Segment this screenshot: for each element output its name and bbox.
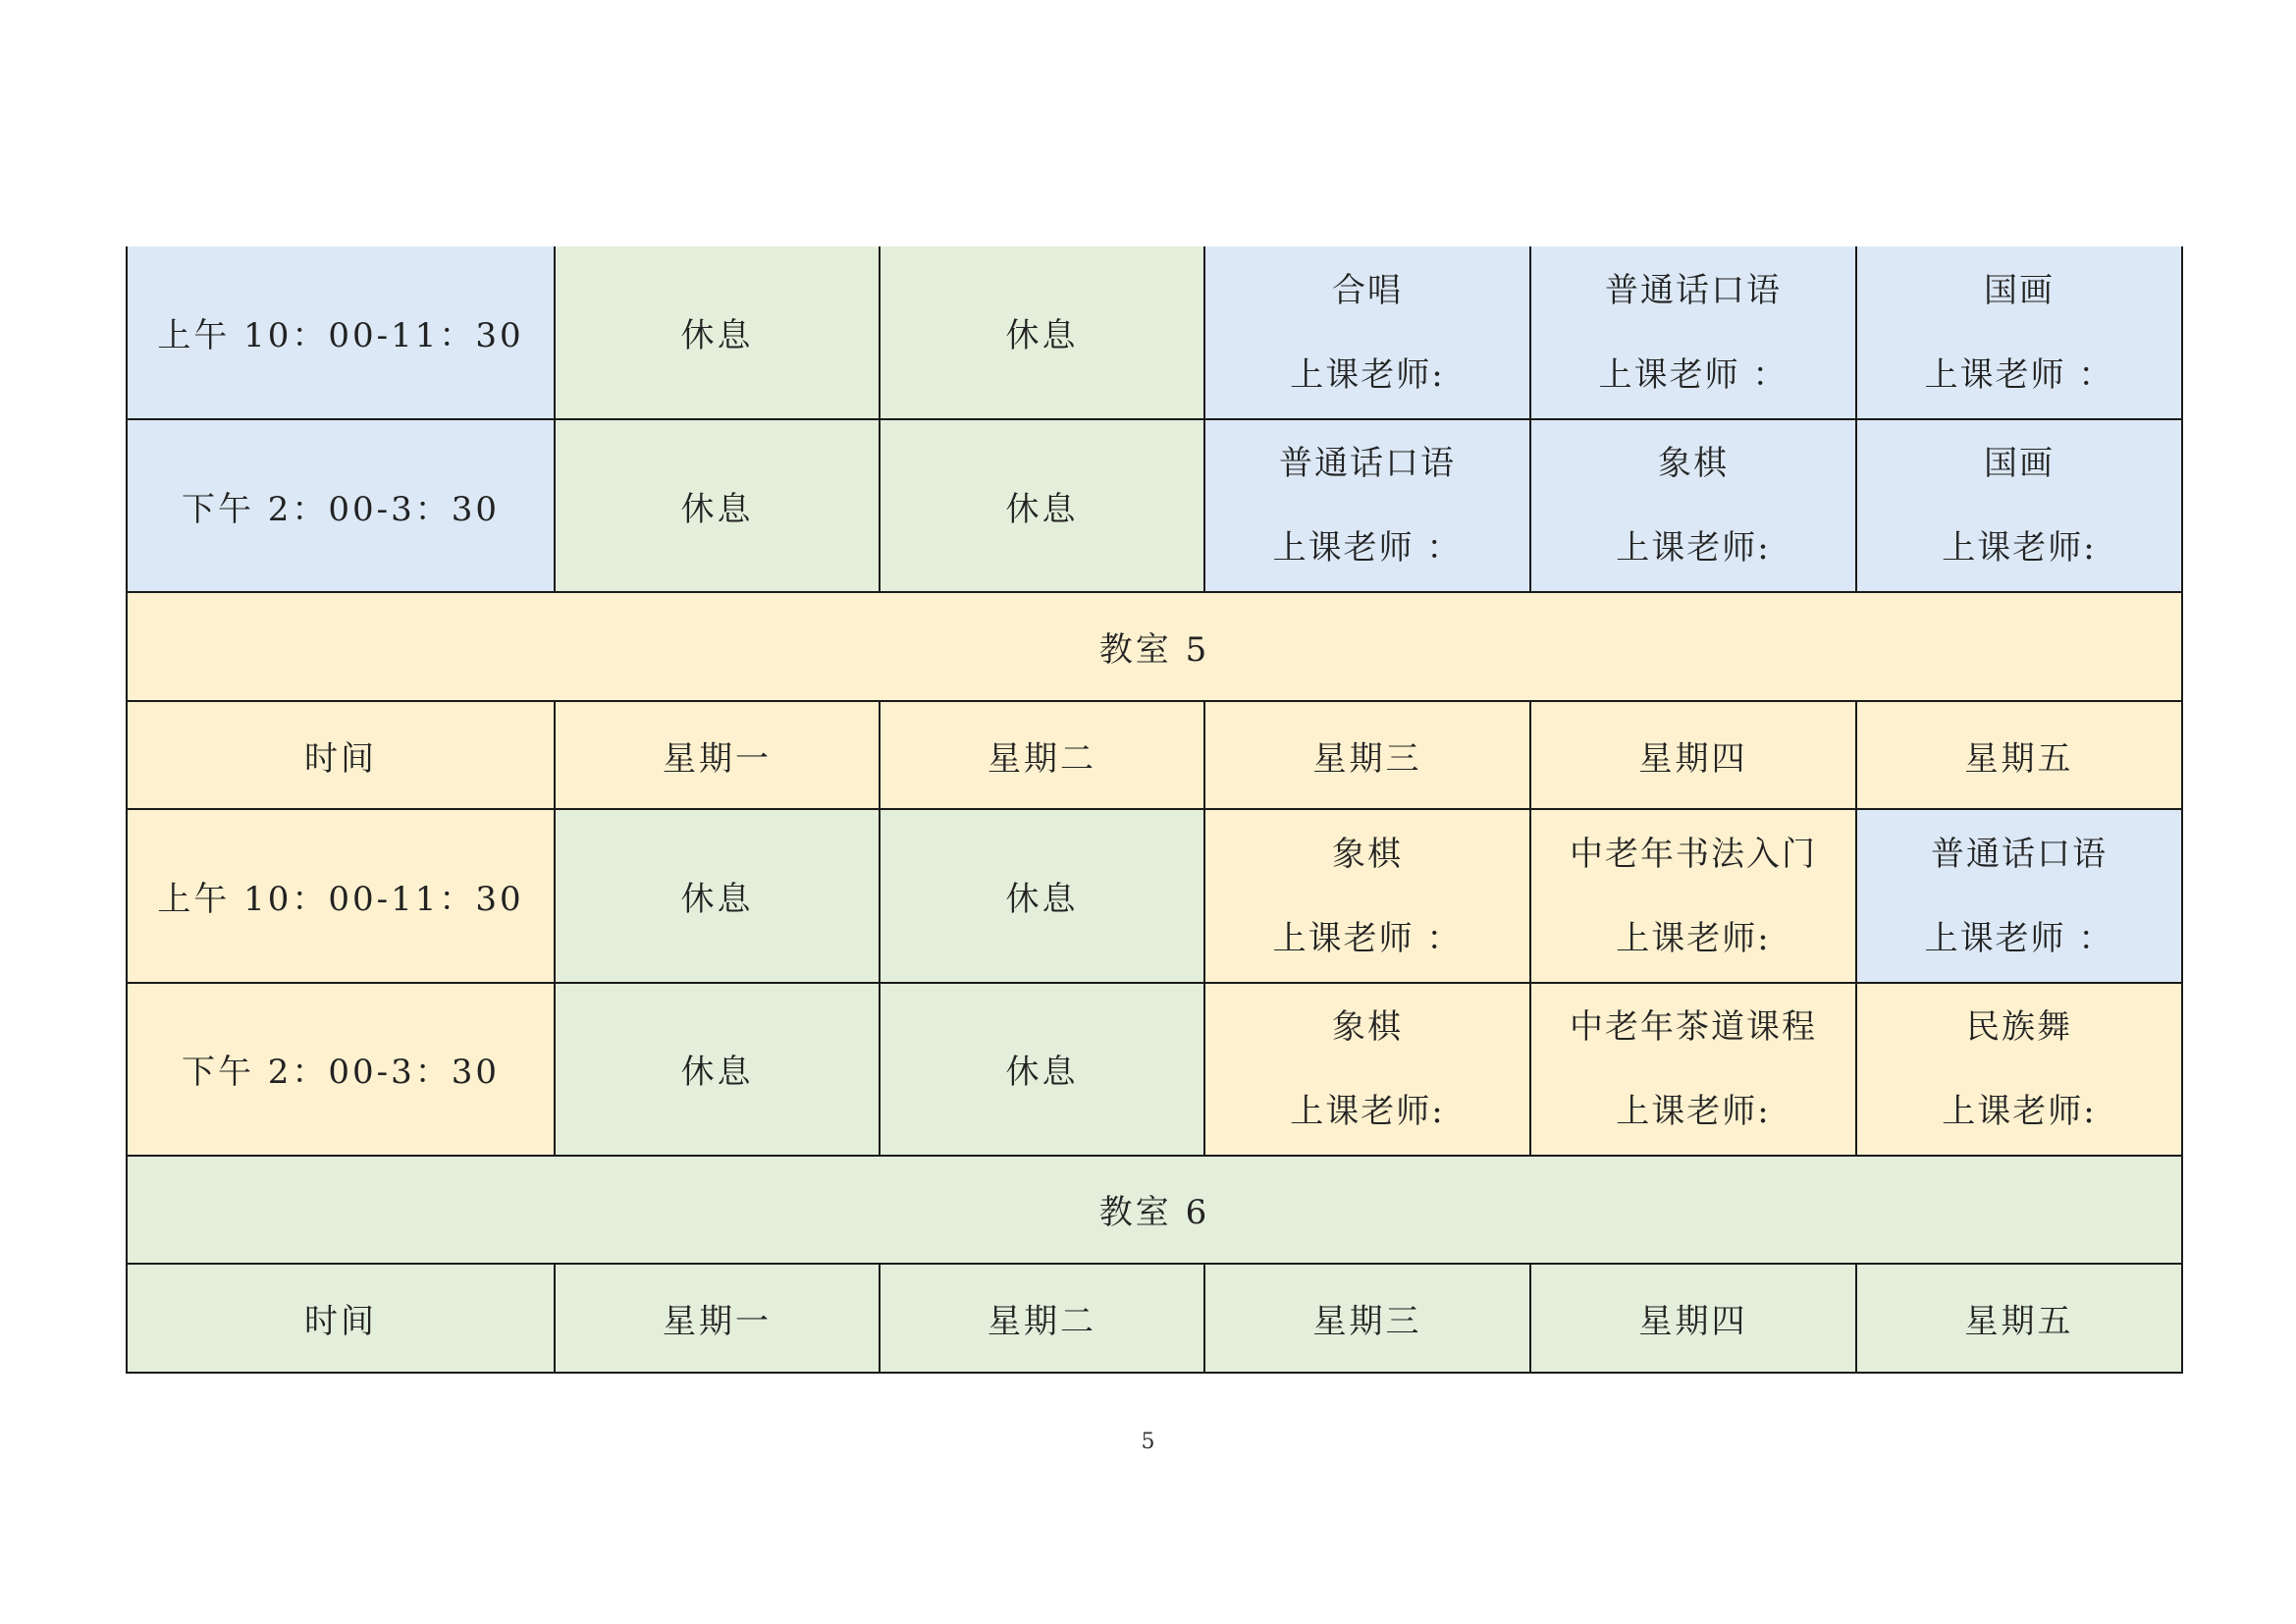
rest-cell: 休息 xyxy=(555,983,880,1156)
course-name: 合唱 xyxy=(1332,270,1403,310)
table-row xyxy=(127,419,2182,592)
course-cell xyxy=(1204,419,1530,592)
course-cell xyxy=(1856,983,2182,1156)
header-time: 时间 xyxy=(127,701,555,810)
rest-cell: 休息 xyxy=(555,246,880,419)
course-cell xyxy=(1856,246,2182,419)
header-wednesday: 星期三 xyxy=(1204,701,1530,810)
time-cell: 上午 10：00-11：30 xyxy=(127,246,555,419)
table-row xyxy=(127,809,2182,982)
classroom-6-title: 教室 6 xyxy=(127,1156,2182,1265)
teacher-label: 上课老师 ： xyxy=(1272,528,1463,568)
time-cell: 下午 2：00-3：30 xyxy=(127,419,555,592)
teacher-label: 上课老师 ： xyxy=(1272,918,1463,958)
teacher-label: 上课老师 ： xyxy=(1924,918,2114,958)
header-thursday: 星期四 xyxy=(1530,701,1856,810)
teacher-label: 上课老师: xyxy=(1290,1091,1445,1131)
header-friday: 星期五 xyxy=(1856,701,2182,810)
header-thursday: 星期四 xyxy=(1530,1264,1856,1373)
teacher-label: 上课老师: xyxy=(1290,354,1445,395)
course-name: 象棋 xyxy=(1658,444,1729,484)
header-time: 时间 xyxy=(127,1264,555,1373)
schedule-table xyxy=(126,246,2183,1374)
teacher-label: 上课老师 ： xyxy=(1924,354,2114,395)
rest-cell: 休息 xyxy=(555,809,880,982)
table-row xyxy=(127,246,2182,419)
course-name: 普通话口语 xyxy=(1605,270,1782,310)
course-cell xyxy=(1530,419,1856,592)
header-row xyxy=(127,701,2182,810)
header-monday: 星期一 xyxy=(555,1264,880,1373)
rest-cell: 休息 xyxy=(880,246,1204,419)
teacher-label: 上课老师: xyxy=(1942,1091,2097,1131)
teacher-label: 上课老师: xyxy=(1616,528,1771,568)
course-name: 中老年茶道课程 xyxy=(1570,1006,1817,1047)
course-cell xyxy=(1530,983,1856,1156)
teacher-label: 上课老师: xyxy=(1942,528,2097,568)
time-cell: 下午 2：00-3：30 xyxy=(127,983,555,1156)
teacher-label: 上课老师 ： xyxy=(1598,354,1789,395)
course-cell xyxy=(1204,983,1530,1156)
header-wednesday: 星期三 xyxy=(1204,1264,1530,1373)
time-cell: 上午 10：00-11：30 xyxy=(127,809,555,982)
header-friday: 星期五 xyxy=(1856,1264,2182,1373)
course-name: 民族舞 xyxy=(1966,1006,2072,1047)
course-cell xyxy=(1204,246,1530,419)
course-name: 国画 xyxy=(1984,270,2055,310)
course-cell xyxy=(1530,809,1856,982)
course-cell xyxy=(1204,809,1530,982)
classroom-title-row xyxy=(127,1156,2182,1265)
rest-cell: 休息 xyxy=(880,419,1204,592)
table-row xyxy=(127,983,2182,1156)
classroom-title-row xyxy=(127,592,2182,701)
teacher-label: 上课老师: xyxy=(1616,918,1771,958)
course-cell xyxy=(1856,809,2182,982)
course-cell xyxy=(1856,419,2182,592)
course-name: 国画 xyxy=(1984,444,2055,484)
course-name: 象棋 xyxy=(1332,1006,1403,1047)
course-name: 普通话口语 xyxy=(1931,834,2108,874)
header-tuesday: 星期二 xyxy=(880,1264,1204,1373)
course-name: 中老年书法入门 xyxy=(1570,834,1817,874)
course-cell xyxy=(1530,246,1856,419)
course-name: 普通话口语 xyxy=(1279,444,1456,484)
teacher-label: 上课老师: xyxy=(1616,1091,1771,1131)
rest-cell: 休息 xyxy=(880,983,1204,1156)
header-row xyxy=(127,1264,2182,1373)
classroom-5-title: 教室 5 xyxy=(127,592,2182,701)
rest-cell: 休息 xyxy=(555,419,880,592)
course-name: 象棋 xyxy=(1332,834,1403,874)
header-tuesday: 星期二 xyxy=(880,701,1204,810)
rest-cell: 休息 xyxy=(880,809,1204,982)
header-monday: 星期一 xyxy=(555,701,880,810)
page-number: 5 xyxy=(1141,1430,1155,1454)
